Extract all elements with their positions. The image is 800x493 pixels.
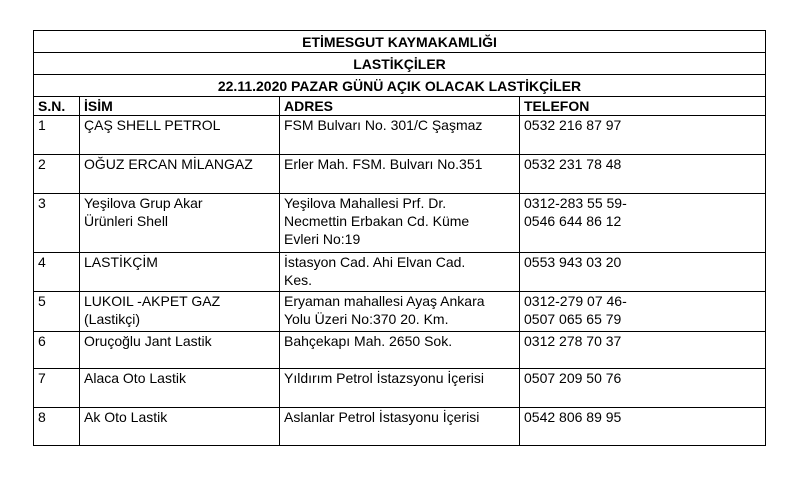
row-sn: 7 [34,369,80,408]
row-phone: 0532 216 87 97 [520,116,766,155]
row-phone: 0532 231 78 48 [520,155,766,194]
table-row [34,194,766,253]
row-sn: 2 [34,155,80,194]
row-phone: 0312-283 55 59- 0546 644 86 12 [520,194,766,253]
table-row [34,116,766,155]
table-row [34,332,766,369]
table-row [34,369,766,408]
row-address: Bahçekapı Mah. 2650 Sok. [280,332,520,369]
table-row [34,292,766,332]
row-sn: 4 [34,253,80,292]
row-sn: 1 [34,116,80,155]
row-address: Yeşilova Mahallesi Prf. Dr. Necmettin Erbakan Cd. Küme Evleri No:19 [280,194,520,253]
column-header-phone: TELEFON [520,97,766,116]
row-address: Erler Mah. FSM. Bulvarı No.351 [280,155,520,194]
lastikciler-table [33,30,766,446]
row-name: LASTİKÇİM [80,253,280,292]
date-heading-row [34,75,766,97]
row-name: Ak Oto Lastik [80,408,280,446]
row-name: LUKOIL -AKPET GAZ (Lastikçi) [80,292,280,332]
row-address: FSM Bulvarı No. 301/C Şaşmaz [280,116,520,155]
row-name: Alaca Oto Lastik [80,369,280,408]
subtitle-row [34,53,766,75]
table-row [34,408,766,446]
date-heading: 22.11.2020 PAZAR GÜNÜ AÇIK OLACAK LASTİKÇİLER [34,75,766,97]
table-row [34,155,766,194]
row-name: Yeşilova Grup Akar Ürünleri Shell [80,194,280,253]
row-address: Yıldırım Petrol İstazsyonu İçerisi [280,369,520,408]
row-sn: 5 [34,292,80,332]
column-header-row [34,97,766,116]
column-header-address: ADRES [280,97,520,116]
document-subtitle: LASTİKÇİLER [34,53,766,75]
column-header-sn: S.N. [34,97,80,116]
row-name: OĞUZ ERCAN MİLANGAZ [80,155,280,194]
row-address: İstasyon Cad. Ahi Elvan Cad. Kes. [280,253,520,292]
row-address: Eryaman mahallesi Ayaş Ankara Yolu Üzeri No:370 20. Km. [280,292,520,332]
row-name: Oruçoğlu Jant Lastik [80,332,280,369]
document-title: ETİMESGUT KAYMAKAMLIĞI [34,31,766,53]
title-row [34,31,766,53]
row-sn: 6 [34,332,80,369]
row-phone: 0507 209 50 76 [520,369,766,408]
table-row [34,253,766,292]
row-phone: 0312-279 07 46- 0507 065 65 79 [520,292,766,332]
row-phone: 0542 806 89 95 [520,408,766,446]
row-address: Aslanlar Petrol İstasyonu İçerisi [280,408,520,446]
row-sn: 3 [34,194,80,253]
column-header-name: İSİM [80,97,280,116]
row-phone: 0553 943 03 20 [520,253,766,292]
row-sn: 8 [34,408,80,446]
row-phone: 0312 278 70 37 [520,332,766,369]
row-name: ÇAŞ SHELL PETROL [80,116,280,155]
